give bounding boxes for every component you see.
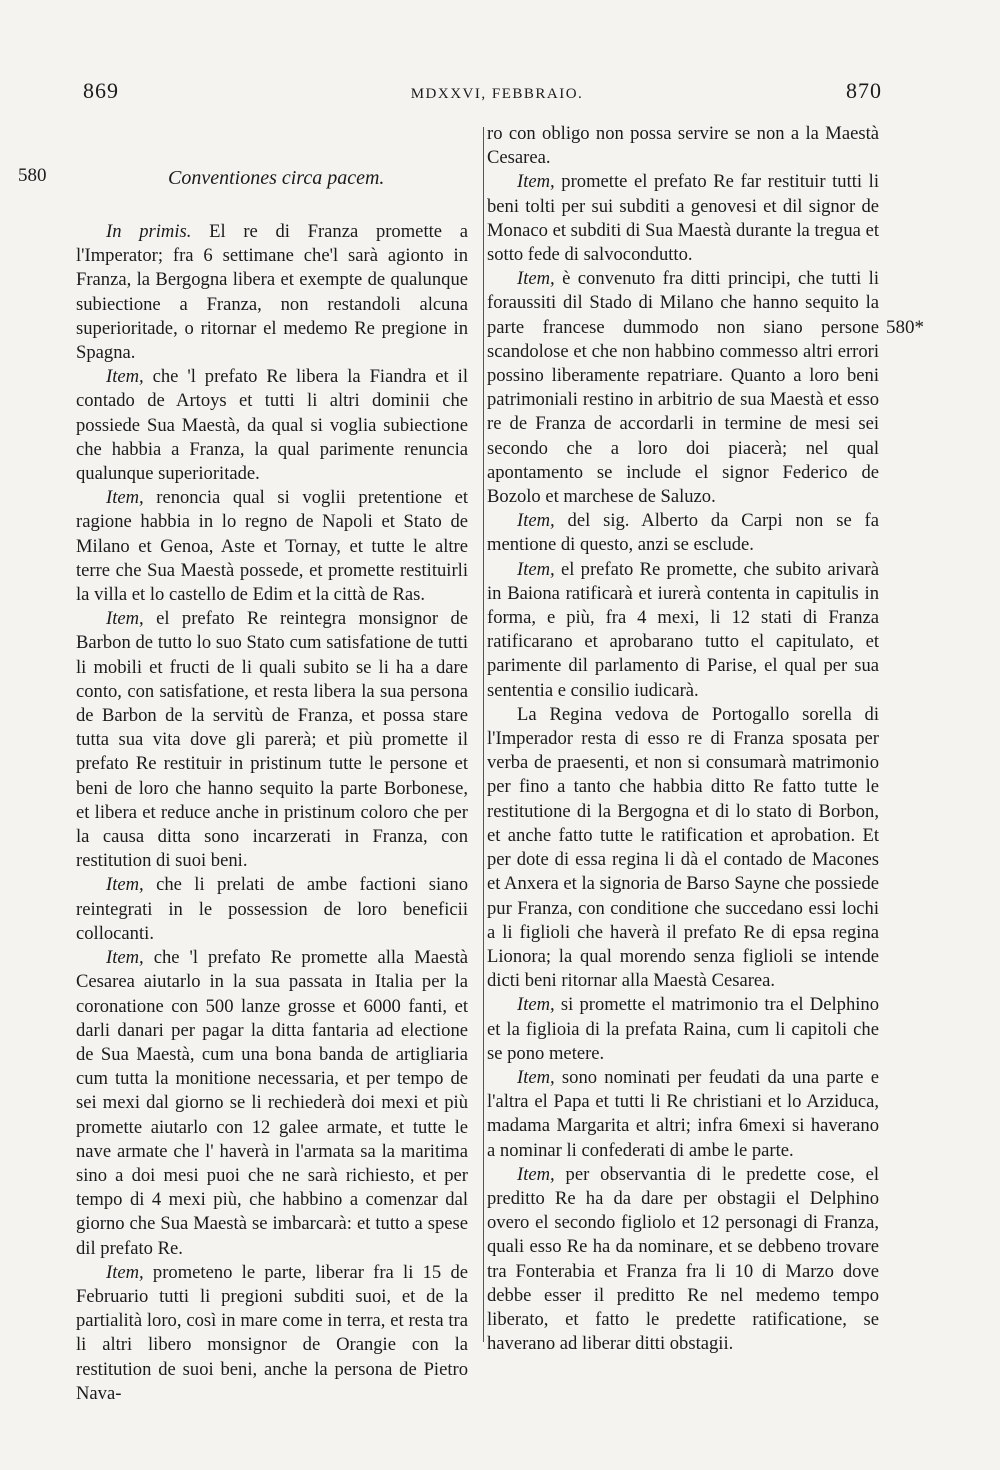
paragraph-lead: Item,	[517, 994, 555, 1016]
column-divider	[483, 127, 484, 1342]
paragraph-lead: Item,	[106, 366, 144, 388]
paragraph-text: el prefato Re promette, che subito arivarà in Baiona ratificarà et iurerà contenta in capitulis in forma, e più, fra 4 mexi, li 12 stati di Franza ratificarano et aprobarano tutto el capitulato, et parimente dil parlamento di Parise, el qual per sua sententia e consilio iudicarà.	[487, 558, 879, 701]
paragraph	[487, 703, 879, 993]
paragraph-lead: Item,	[517, 268, 555, 290]
paragraph	[487, 122, 879, 170]
paragraph-lead: In primis.	[106, 221, 192, 242]
paragraph-text: promette el prefato Re far restituir tutti li beni tolti per sui subditi a genovesi et dil signor de Monaco et subditi di Sua Maestà durante la tregua et sotto fede di salvocondutto.	[487, 171, 879, 266]
paragraph-text: che 'l prefato Re promette alla Maestà Cesarea aiutarlo in la sua passata in Italia per la coronatione con 500 lanze grosse et 6000 fanti, et darli danari per pagar la ditta fantaria ad electione de Sua Maestà, cum una bona banda de artigliaria cum tutta la monitione necessaria, et per tempo de sei mexi dal giorno se li rechiederà doi mexi et più promette aiutarlo con 12 galee armate, et tutte le nave armate che l' haverà in l'armata sa la maritima sino a doi mesi puoi che ne sarà richiesto, et per tempo di 4 mexi più, che habbino a comenzar dal giorno che Sua Maestà se imbarcarà: et tutto a spese dil prefato Re.	[76, 947, 468, 1259]
paragraph-text: si promette el matrimonio tra el Delphino et la figlioia di la prefata Raina, cum li capitoli che se pono metere.	[487, 994, 879, 1064]
paragraph	[76, 946, 468, 1261]
paragraph-text: per observantia di le predette cose, el preditto Re ha da dare per obstagii el Delphino overo el secondo figliolo et 12 personagi di Franza, quali esso Re ha da nominare, et se debbeno trovare tra Fonterabia et Franza fra li 10 di Marzo dove debbe esser il preditto Re nel medemo tempo liberato, et fatto le predette ratificatione, se haverano ad liberar ditti obstagii.	[487, 1163, 879, 1355]
paragraph-text: ro con obligo non possa servire se non a la Maestà Cesarea.	[487, 123, 879, 169]
paragraph-text: sono nominati per feudati da una parte e l'altra el Papa et tutti li Re christiani et lo Arziduca, madama Margarita et altri; infra 6mexi si haverano a nominar li confederati di ambe le parte.	[487, 1066, 879, 1161]
paragraph	[76, 1261, 468, 1406]
paragraph-text: prometeno le parte, liberar fra li 15 de Februario tutti li pregioni subditi suoi, et de la partialità loro, così in mare come in terra, et resta tra li altri libero monsignor de Orangie con la restitution de suoi beni, anche la persona de Pietro Nava-	[76, 1261, 468, 1404]
paragraph	[76, 486, 468, 607]
paragraph-lead: Item,	[517, 171, 555, 193]
paragraph	[487, 170, 879, 267]
paragraph-text: che 'l prefato Re libera la Fiandra et il contado de Artoys et tutti li altri dominii che possiede Sua Maestà, da qual si voglia subiectione che habbia a Franza, la qual parimente renuncia qualunque superioritade.	[76, 366, 468, 485]
paragraph	[487, 993, 879, 1066]
paragraph-text: El re di Franza promette a l'Imperator; fra 6 settimane che'l sarà agionto in Franza, la Bergogna libera et exempte de qualunque subiectione a Franza, non restandoli alcuna superioritade, o ritornar el medemo Re pregione in Spagna.	[76, 221, 468, 364]
paragraph	[487, 267, 879, 509]
paragraph-lead: Item,	[517, 558, 555, 580]
paragraph-lead: Item,	[517, 1066, 555, 1088]
right-column	[487, 122, 879, 1356]
paragraph-lead: Item,	[106, 947, 144, 969]
paragraph-text: che li prelati de ambe factioni siano reintegrati in le possession de loro beneficii collocanti.	[76, 874, 468, 944]
paragraph	[76, 365, 468, 486]
margin-number-left: 580	[18, 165, 47, 186]
paragraph	[487, 558, 879, 703]
page-number-left: 869	[83, 78, 119, 103]
paragraph	[487, 509, 879, 557]
margin-number-right: 580*	[886, 317, 924, 338]
paragraph-text: La Regina vedova de Portogallo sorella di l'Imperador resta di esso re di Franza sposata per verba de praesenti, et non si consumarà matrimonio per fino a tanto che habbia ditto Re fatto tutte le restitutione di la Bergogna et di lo stato di Borbon, et anche fatto tutte le ratification et aprobation. Et per dote di essa regina li dà el contado de Macones et Anxera et la signoria de Barso Sayne che possiede pur Franza, con conditione che succedano essi lochi a li figlioli che haverà il prefato Re di epsa regina Lionora; la qual morendo senza figlioli se intende dicti beni ritornar alla Maestà Cesarea.	[487, 703, 879, 992]
paragraph	[76, 220, 468, 365]
page-number-right: 870	[846, 78, 882, 103]
section-heading: Conventiones circa pacem.	[168, 167, 385, 189]
paragraph-lead: Item,	[106, 1261, 144, 1283]
paragraph	[487, 1163, 879, 1357]
paragraph-text: renoncia qual si voglii pretentione et ragione habbia in lo regno de Napoli et Stato de Milano et Genoa, Aste et Tornay, et tutte le altre terre che Sua Maestà possede, et promette restituirli la villa et lo castello de Edim et la città de Ras.	[76, 487, 468, 606]
paragraph-text: è convenuto fra ditti principi, che tutti li foraussiti dil Stado di Milano che hanno sequito la parte francese dummodo non siano persone scandolose et che non habbino commesso altri errori possino liberamente repatriare. Quanto a loro beni patrimoniali restino in arbitrio de sua Maestà et esso re de Franza de accordarli in termine de mesi sei secondo che a loro doi piacerà; nel qual apontamento se include el signor Federico de Bozolo et marchese de Saluzo.	[487, 268, 879, 508]
paragraph-lead: Item,	[517, 510, 555, 532]
paragraph-lead: Item,	[106, 487, 144, 509]
paragraph-lead: Item,	[106, 874, 144, 896]
paragraph	[76, 873, 468, 946]
paragraph	[487, 1066, 879, 1163]
paragraph-lead: Item,	[106, 608, 144, 630]
paragraph	[76, 607, 468, 873]
running-header-title: MDXXVI, FEBBRAIO.	[410, 86, 584, 102]
paragraph-text: del sig. Alberto da Carpi non se fa mentione di questo, anzi se esclude.	[487, 510, 879, 556]
paragraph-text: el prefato Re reintegra monsignor de Barbon de tutto lo suo Stato cum satisfatione de tutti li mobili et fructi de li quali subito se li ha a dare conto, con satisfatione, et resta libera la sua persona de Barbon de la servitù de Franza, et possa stare tutta sua vita dove gli parerà; et più promette il prefato Re restituir in pristinum tutte le persone et beni de loro che hanno sequito la parte Borbonese, et libera et reduce anche in pristinum coloro che per la causa ditta sono incarzerati in Franza, con restitution di suoi beni.	[76, 608, 468, 872]
left-column	[76, 220, 468, 1406]
paragraph-lead: Item,	[517, 1163, 555, 1185]
